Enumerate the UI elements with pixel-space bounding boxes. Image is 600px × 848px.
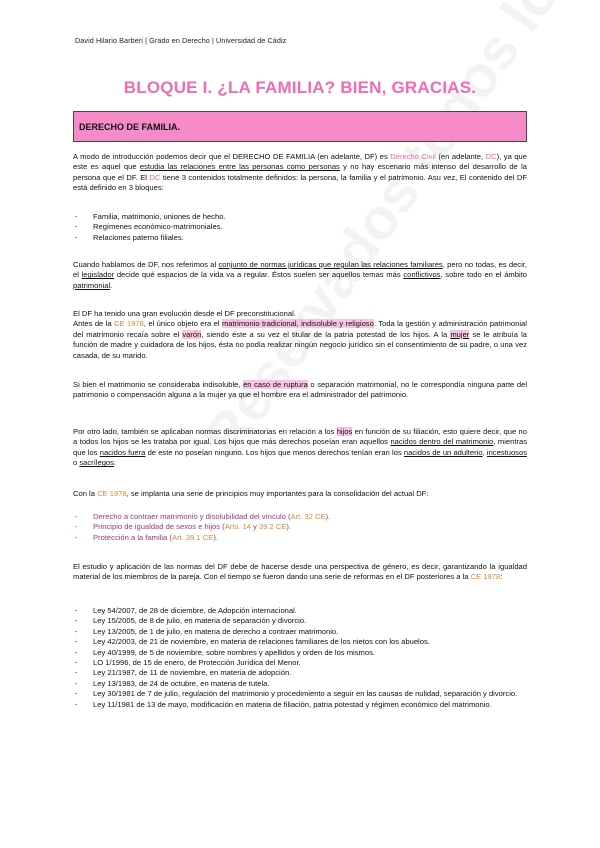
list-item: - Ley 11/1981 de 13 de mayo, modificación en materia de filiación, patria potestad y régimen económico del matrimonio. — [73, 700, 527, 710]
paragraph-children: Por otro lado, también se aplicaban normas discriminatorias en relación a los hijos en función de su filiación, esto quiere decir, que no a todos los hijos se les trataba por igual. Los hijos que más derechos poseían eran aquellos nacidos dentro del matrimonio, mientras que los nacidos fuera de este no poseían ninguno. Los hijos que menos derechos tenían eran los nacidos de un adulterio, incestuosos o sacrílegos. — [73, 427, 527, 468]
intro-paragraph: A modo de introducción podemos decir que el DERECHO DE FAMILIA (en adelante, DF) es Derecho Civil (en adelante, DC), ya que este es aquel que estudia las relaciones entre las personas como personas y no hay escenario más intenso del desarrollo de la persona que el DF. El DC tiene 3 contenidos totalmente definidos: la persona, la familia y el patrimonio. Asu vez, El contenido del DF está definido en 3 bloques: — [73, 152, 528, 193]
list-item: - Ley 30/1981 de 7 de julio, regulación del matrimonio y procedimiento a seguir en las causas de nulidad, separación y divorcio. — [73, 689, 527, 699]
list-item: - Regímenes económico-matrimoniales. — [73, 222, 527, 232]
page-title: BLOQUE I. ¿LA FAMILIA? BIEN, GRACIAS. — [123, 78, 477, 97]
paragraph-principles-intro: Con la CE 1978, se implanta una serie de principios muy importantes para la consolidación del actual DF: — [73, 489, 429, 498]
list-item: - Ley 54/2007, de 28 de diciembre, de Adopción internacional. — [73, 606, 527, 616]
list-item: - Protección a la familia (Art. 39.1 CE). — [73, 533, 527, 543]
list-item: - Familia, matrimonio, uniones de hecho. — [73, 212, 527, 222]
list-item: - Derecho a contraer matrimonio y disolubilidad del vínculo (Art. 32 CE). — [73, 512, 527, 522]
principles-list — [73, 512, 527, 543]
list-item: - Principio de igualdad de sexos e hijos (Arts. 14 y 39.2 CE). — [73, 522, 527, 532]
laws-list — [73, 606, 527, 710]
paragraph-evolution: El DF ha tenido una gran evolución desde el DF preconstitucional. Antes de la CE 1978, el único objeto era el matrimonio tradicional, indisoluble y religioso. Toda la gestión y administración patrimonial del matrimonio recaía sobre el varón, siendo éste a su vez el titular de la patria potestad de los hijos. A la mujer se le atribuía la función de madre y cuidadora de los hijos, ésta no podía realizar ningún negocio jurídico sin el consentimiento de su padre, o una vez casada, de su marido. — [73, 309, 527, 360]
page-header: David Hilario Barberi | Grado en Derecho | Universidad de Cádiz — [75, 36, 287, 45]
list-item: - Ley 13/2005, de 1 de julio, en materia de derecho a contraer matrimonio. — [73, 627, 527, 637]
section-title: DERECHO DE FAMILIA. — [79, 122, 181, 132]
paragraph-rupture: Si bien el matrimonio se consideraba indisoluble, en caso de ruptura o separación matrimonial, no le correspondía ninguna parte del patrimonio o compensación alguna a la mujer ya que el hombre era el administrador del patrimonio. — [73, 380, 528, 400]
section-heading-box — [73, 111, 527, 142]
list-item: - Ley 40/1999, de 5 de noviembre, sobre nombres y apellidos y orden de los mismos. — [73, 648, 527, 658]
list-item: - Relaciones paterno filiales. — [73, 233, 527, 243]
list-item: - LO 1/1996, de 15 de enero, de Protección Jurídica del Menor. — [73, 658, 527, 668]
content-blocks-list — [73, 212, 527, 243]
list-item: - Ley 42/2003, de 21 de noviembre, en materia de relaciones familiares de los nietos con los abuelos. — [73, 637, 527, 647]
paragraph-regulation: Cuando hablamos de DF, nos referimos al conjunto de normas jurídicas que regulan las relaciones familiares, pero no todas, es decir, el legislador decide qué espacios de la vida va a regular. Éstos suelen ser aquellos temas más conflictivos, sobre todo en el ámbito patrimonial. — [73, 260, 528, 290]
list-item: - Ley 21/1987, de 11 de noviembre, en materia de adopción. — [73, 668, 527, 678]
list-item: - Ley 15/2005, de 8 de julio, en materia de separación y divorcio. — [73, 616, 527, 626]
list-item: - Ley 13/1983, de 24 de octubre, en materia de tutela. — [73, 679, 527, 689]
paragraph-gender-perspective: El estudio y aplicación de las normas del DF debe de hacerse desde una perspectiva de género, es decir, garantizando la igualdad material de los miembros de la pareja. Con el tiempo se fueron dando una serie de reformas en el DF posteriores a la CE 1978: — [73, 562, 527, 582]
